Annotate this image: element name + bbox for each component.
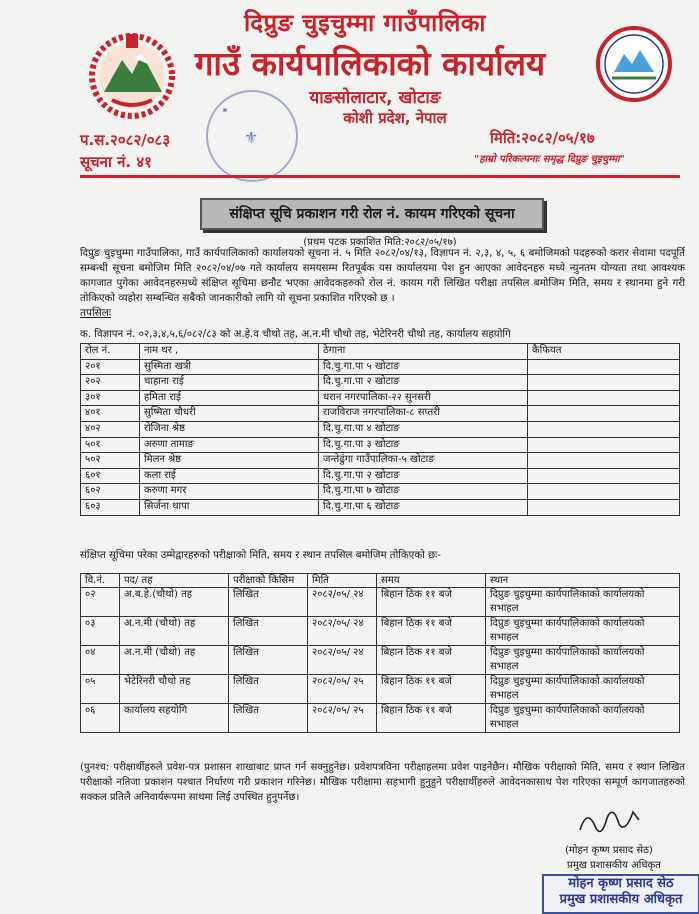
name-cell: हमिता राई — [140, 390, 319, 406]
exam-type-cell: लिखित — [229, 588, 308, 617]
table-row — [81, 499, 680, 515]
footer-note: (पुनश्च: परीक्षार्थीहरुले प्रवेश-पत्र प्रशासन शाखाबाट प्राप्त गर्न सक्नुहुनेछ। प्रवेशपत्रविना परीक्षाहलमा प्रवेश पाइनेछैन। मौखिक परीक्षाको मिति, समय र स्थान लिखित परीक्षाको नतिजा प्रकाशन पश्चात निर्धारण गरी प्रकाशन गरिनेछ। मौखिक परीक्षामा सहभागी हुनुहुने परीक्षार्थीहरुले आवेदनकासाथ पेश गरिएका सम्पूर्ण कागजातहरुको सक्कल प्रतिलै अनिवार्यरूपमा साथमा लिई उपस्थित हुनुपर्नेछ। — [80, 762, 685, 803]
time-cell: बिहान ठिक ११ बजे — [377, 675, 486, 704]
col-roll-no: रोल नं. — [81, 344, 140, 360]
table-row — [81, 484, 680, 500]
name-cell: मिलन श्रेष्ठ — [140, 453, 319, 469]
roll-no-cell: ५०१ — [81, 437, 140, 453]
exam-schedule-table — [80, 573, 680, 733]
address-cell: दि.चु.गा.पा २ खोटाङ — [319, 468, 528, 484]
office-seal-stamp: ✦ ⚜ — [206, 90, 298, 182]
time-cell: बिहान ठिक ११ बजे — [377, 704, 486, 733]
name-cell: अरुणा तामाङ — [140, 437, 319, 453]
table-row — [81, 646, 680, 675]
remarks-cell — [528, 406, 680, 422]
remarks-cell — [528, 453, 680, 469]
col-remarks: कैफियत — [528, 344, 680, 360]
address-cell: धरान नगरपालिका-२२ सुनसरी — [319, 390, 528, 406]
post-cell: अ.न.मी (चौथो) तह — [120, 646, 229, 675]
remarks-cell — [528, 484, 680, 500]
table-row — [81, 406, 680, 422]
name-cell: सिर्जना थापा — [140, 499, 319, 515]
roll-no-cell: ५०२ — [81, 453, 140, 469]
remarks-cell — [528, 375, 680, 391]
signatory-title: प्रमुख प्रशासकीय अधिकृत — [567, 860, 661, 871]
table-row — [81, 375, 680, 391]
exam-type-cell: लिखित — [229, 704, 308, 733]
header-divider — [80, 175, 680, 178]
sn-cell: ०४ — [81, 646, 120, 675]
roll-no-cell: ६०१ — [81, 468, 140, 484]
roll-no-cell: ४०१ — [81, 406, 140, 422]
reference-number: प.स.२०८२/०८३ — [80, 131, 171, 149]
table-header-row — [81, 574, 680, 588]
exam-type-cell: लिखित — [229, 646, 308, 675]
remarks-cell — [528, 390, 680, 406]
office-name: गाउँ कार्यपालिकाको कार्यालय — [194, 44, 546, 83]
table-header-row — [81, 344, 680, 360]
name-cell: कला राई — [140, 468, 319, 484]
roll-no-cell: २०१ — [81, 359, 140, 375]
table-row — [81, 675, 680, 704]
col-post: पद/ तह — [120, 574, 229, 588]
address-cell: राजविराज नगरपालिका-८ सप्तरी — [319, 406, 528, 422]
municipality-name: दिप्रुङ चुइचुम्मा गाउँपालिका — [244, 9, 486, 37]
sn-cell: ०५ — [81, 675, 120, 704]
first-published-date: (प्रथम पटक प्रकाशित मिति:२०८२/०५/१७) — [303, 237, 457, 248]
name-cell: चाहाना राई — [140, 375, 319, 391]
address-cell: दि.चु.गा.पा ७ खोटाङ — [319, 484, 528, 500]
roll-no-cell: ६०३ — [81, 499, 140, 515]
col-time: समय — [377, 574, 486, 588]
sn-cell: ०६ — [81, 704, 120, 733]
col-name: नाम थर , — [140, 344, 319, 360]
stamp-name: मोहन कृष्ण प्रसाद सेठ — [568, 876, 674, 891]
vision-slogan: "हाम्रो परिकल्पनाः समृद्ध दिप्रुङ चुइचुम्मा" — [474, 154, 625, 165]
schedule-intro: संक्षिप्त सूचिमा परेका उम्मेद्वारहरुको परीक्षाको मिति, समय र स्थान तपसिल बमोजिम तोकिएको छः- — [80, 550, 441, 561]
time-cell: बिहान ठिक ११ बजे — [377, 588, 486, 617]
exam-type-cell: लिखित — [229, 617, 308, 646]
province: कोशी प्रदेश, नेपाल — [343, 109, 447, 127]
time-cell: बिहान ठिक ११ बजे — [377, 617, 486, 646]
address-cell: जन्तेढुंगा गाउँपालिका-५ खोटाङ — [319, 453, 528, 469]
venue-cell: दिप्रुङ चुइचुम्मा कार्यपालिकाको कार्यालयको सभाहल — [486, 588, 680, 617]
address-cell: दि.चु.गा.पा ५ खोटाङ — [319, 359, 528, 375]
sn-cell: ०३ — [81, 617, 120, 646]
remarks-cell — [528, 499, 680, 515]
remarks-cell — [528, 468, 680, 484]
notice-title: संक्षिप्त सूचि प्रकाशन गरी रोल नं. कायम गरिएको सूचना — [200, 198, 544, 230]
venue-cell: दिप्रुङ चुइचुम्मा कार्यपालिकाको कार्यालयको सभाहल — [486, 675, 680, 704]
col-exam-type: परीक्षाको किसिम — [229, 574, 308, 588]
address-cell: दि.चु.गा.पा ३ खोटाङ — [319, 437, 528, 453]
office-address: याङसोलाटार, खोटाङ — [309, 88, 441, 108]
table-row — [81, 421, 680, 437]
address-cell: दि.चु.गा.पा ४ खोटाङ — [319, 421, 528, 437]
date-cell: २०८२/०५/ २४ — [308, 588, 377, 617]
roll-number-table — [80, 343, 680, 516]
roll-no-cell: ४०२ — [81, 421, 140, 437]
col-address: ठेगाना — [319, 344, 528, 360]
name-cell: रोजिना श्रेष्ठ — [140, 421, 319, 437]
signatory-name: (मोहन कृष्ण प्रसाद सेठ) — [565, 845, 653, 856]
signature-stamp — [542, 874, 699, 914]
handwritten-signature — [575, 800, 645, 840]
notice-date: मिति:२०८२/०५/१७ — [490, 129, 595, 147]
post-cell: भेटेरिनरी चौथो तह — [120, 675, 229, 704]
address-cell: दि.चु.गा.पा ६ खोटाङ — [319, 499, 528, 515]
post-cell: अ.ब.हे.(चौथो) तह — [120, 588, 229, 617]
table-row — [81, 359, 680, 375]
col-sn: वि.नं. — [81, 574, 120, 588]
address-cell: दि.चु.गा.पा २ खोटाङ — [319, 375, 528, 391]
notice-body: दिप्रुङ चुइचुम्मा गाउँपालिका, गाउँ कार्यपालिकाको कार्यालयको सूचना नं. ५ मिति २०८२/०४/१३, विज्ञापन नं. २,३, ४, ५, ६ बमोजिमको पदहरुको करार सेवामा पदपूर्ति सम्बन्धी सूचना बमोजिम मिति २०८२/०४/०७ गते कार्यालय समयसम्म रितपूर्बक यस कार्यालयमा पेश हुन आएका आवेदनहरु मध्ये न्युनतम योग्यता तथा आवश्यक कागजात पुगेका आवेदनहरुमध्ये संक्षिप्त सूचिमा छनौट भएका आवेदकहरुको रोल नं. कायम गरी लिखित परीक्षा तपसिल बमोजिम मिति, समय र स्थानमा हुने गरी तोकिएको व्यहोरा सम्बन्धित सबैको जानकारीको लागि यो सूचना प्रकाशित गरिएको छ । — [80, 248, 685, 304]
time-cell: बिहान ठिक ११ बजे — [377, 646, 486, 675]
venue-cell: दिप्रुङ चुइचुम्मा कार्यपालिकाको कार्यालयको सभाहल — [486, 617, 680, 646]
details-heading: तपसिलः — [80, 307, 112, 319]
advertisement-line: क. विज्ञापन नं. ०२,३,४,५,६/०८२/८३ को अ.हे.व चौथो तह, अ.न.मी चौथो तह, भेटेरिनरी चौथो तह, कार्यालय सहयोगि — [80, 329, 511, 340]
col-date: मिति — [308, 574, 377, 588]
table-row — [81, 390, 680, 406]
stamp-title: प्रमुख प्रशासकीय अधिकृत — [559, 892, 683, 907]
name-cell: सुस्मिता खत्री — [140, 359, 319, 375]
venue-cell: दिप्रुङ चुइचुम्मा कार्यपालिकाको कार्यालयको सभाहल — [486, 646, 680, 675]
name-cell: करुणा मगर — [140, 484, 319, 500]
table-row — [81, 453, 680, 469]
date-cell: २०८२/०५/ २५ — [308, 675, 377, 704]
table-row — [81, 588, 680, 617]
table-row — [81, 704, 680, 733]
date-cell: २०८२/०५/ २४ — [308, 646, 377, 675]
table-row — [81, 617, 680, 646]
col-venue: स्थान — [486, 574, 680, 588]
sn-cell: ०२ — [81, 588, 120, 617]
exam-type-cell: लिखित — [229, 675, 308, 704]
post-cell: अ.न.मी (चौथो) तह — [120, 617, 229, 646]
remarks-cell — [528, 437, 680, 453]
name-cell: सुष्मिता चौधरी — [140, 406, 319, 422]
roll-no-cell: ३०१ — [81, 390, 140, 406]
table-row — [81, 468, 680, 484]
post-cell: कार्यालय सहयोगि — [120, 704, 229, 733]
notice-number: सूचना नं. ४१ — [80, 153, 152, 171]
table-row — [81, 437, 680, 453]
roll-no-cell: ६०२ — [81, 484, 140, 500]
venue-cell: दिप्रुङ चुइचुम्मा कार्यपालिकाको कार्यालयको सभाहल — [486, 704, 680, 733]
date-cell: २०८२/०५/ २५ — [308, 704, 377, 733]
roll-no-cell: २०२ — [81, 375, 140, 391]
date-cell: २०८२/०५/ २४ — [308, 617, 377, 646]
remarks-cell — [528, 359, 680, 375]
municipality-logo — [594, 24, 674, 104]
remarks-cell — [528, 421, 680, 437]
